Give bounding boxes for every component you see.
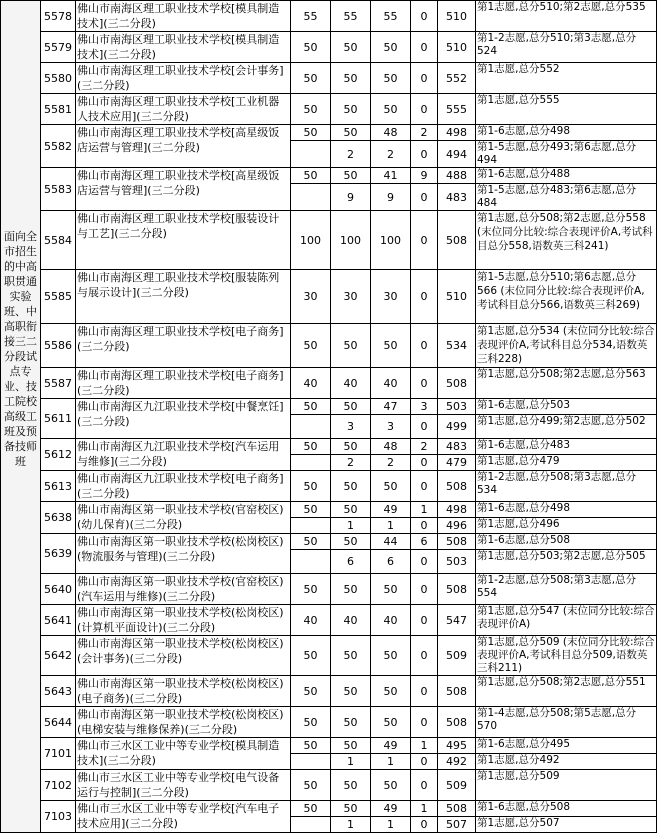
cell-score: 507 [438, 817, 476, 833]
cell-plan: 50 [291, 574, 331, 605]
cell-admitted: 48 [371, 125, 411, 141]
cell-remaining: 0 [411, 184, 438, 211]
cell-remaining: 0 [411, 270, 438, 324]
cell-score: 498 [438, 502, 476, 518]
cell-admission-note: 第1志愿,总分555 [476, 94, 657, 125]
school-program-name: 佛山市南海区理工职业技术学校[工业机器人技术应用](三二分段) [76, 94, 291, 125]
cell-remaining: 0 [411, 141, 438, 168]
table-row [1, 399, 657, 415]
school-code: 5643 [41, 676, 76, 707]
cell-remaining: 0 [411, 368, 438, 399]
school-program-name: 佛山市三水区工业中等专业学校[模具制造技术](三二分段) [76, 738, 291, 770]
cell-plan: 55 [291, 1, 331, 32]
cell-admission-note: 第1志愿,总分509 [476, 770, 657, 801]
cell-plan: 50 [291, 534, 331, 550]
cell-admission-note: 第1志愿,总分507 [476, 817, 657, 833]
school-code: 5611 [41, 399, 76, 439]
cell-quota: 50 [331, 707, 371, 738]
cell-admitted: 50 [371, 63, 411, 94]
cell-remaining: 0 [411, 415, 438, 439]
cell-plan: 50 [291, 324, 331, 368]
cell-plan: 40 [291, 368, 331, 399]
cell-admission-note: 第1-6志愿,总分498 [476, 125, 657, 141]
cell-plan: 50 [291, 125, 331, 141]
cell-quota: 55 [331, 1, 371, 32]
school-program-name: 佛山市南海区第一职业技术学校(官窑校区)(幼儿保育)(三二分段) [76, 502, 291, 534]
cell-plan: 30 [291, 270, 331, 324]
cell-score: 503 [438, 550, 476, 574]
cell-admission-note: 第1志愿,总分479 [476, 455, 657, 471]
cell-admitted: 50 [371, 471, 411, 502]
school-code: 5580 [41, 63, 76, 94]
cell-admitted: 50 [371, 636, 411, 676]
cell-quota: 50 [331, 399, 371, 415]
cell-admitted: 50 [371, 770, 411, 801]
cell-admission-note: 第1-6志愿,总分483 [476, 439, 657, 455]
cell-remaining: 0 [411, 1, 438, 32]
cell-quota: 2 [331, 141, 371, 168]
table-row [1, 471, 657, 502]
cell-score: 508 [438, 707, 476, 738]
cell-score: 509 [438, 770, 476, 801]
cell-admitted: 30 [371, 270, 411, 324]
cell-plan: 50 [291, 471, 331, 502]
school-program-name: 佛山市南海区第一职业技术学校(官窑校区)(汽车运用与维修)(三二分段) [76, 574, 291, 605]
school-code: 7102 [41, 770, 76, 801]
school-code: 5639 [41, 534, 76, 574]
school-program-name: 佛山市南海区理工职业技术学校[电子商务](三二分段) [76, 324, 291, 368]
school-program-name: 佛山市南海区第一职业技术学校(松岗校区)(物流服务与管理)(三二分段) [76, 534, 291, 574]
cell-admitted: 50 [371, 707, 411, 738]
cell-remaining: 2 [411, 125, 438, 141]
cell-plan [291, 455, 331, 471]
school-program-name: 佛山市三水区工业中等专业学校[汽车电子技术应用](三二分段) [76, 801, 291, 833]
cell-plan: 50 [291, 63, 331, 94]
cell-quota: 50 [331, 534, 371, 550]
cell-admission-note: 第1-2志愿,总分508;第3志愿,总分534 [476, 471, 657, 502]
cell-plan [291, 518, 331, 534]
table-row [1, 168, 657, 184]
cell-admitted: 50 [371, 574, 411, 605]
cell-plan: 50 [291, 94, 331, 125]
cell-admitted: 9 [371, 184, 411, 211]
cell-remaining: 2 [411, 439, 438, 455]
cell-score: 510 [438, 32, 476, 63]
cell-remaining: 0 [411, 817, 438, 833]
table-row [1, 324, 657, 368]
table-row [1, 605, 657, 636]
cell-admission-note: 第1志愿,总分552 [476, 63, 657, 94]
cell-admitted: 3 [371, 415, 411, 439]
cell-quota: 40 [331, 605, 371, 636]
cell-remaining: 1 [411, 738, 438, 754]
cell-plan: 50 [291, 738, 331, 754]
cell-admitted: 1 [371, 518, 411, 534]
cell-plan: 50 [291, 707, 331, 738]
cell-admission-note: 第1志愿,总分547 (末位同分比较:综合表现评价A) [476, 605, 657, 636]
cell-remaining: 0 [411, 211, 438, 270]
cell-score: 508 [438, 676, 476, 707]
cell-plan: 50 [291, 32, 331, 63]
cell-score: 555 [438, 94, 476, 125]
school-code: 5641 [41, 605, 76, 636]
table-row [1, 270, 657, 324]
table-row [1, 636, 657, 676]
cell-admission-note: 第1志愿,总分508;第2志愿,总分551 [476, 676, 657, 707]
table-row [1, 707, 657, 738]
cell-quota: 2 [331, 455, 371, 471]
table-row [1, 676, 657, 707]
cell-remaining: 1 [411, 801, 438, 817]
cell-plan [291, 141, 331, 168]
school-program-name: 佛山市南海区第一职业技术学校(松岗校区)(会计事务)(三二分段) [76, 636, 291, 676]
cell-admitted: 50 [371, 32, 411, 63]
cell-admission-note: 第1-5志愿,总分483;第6志愿,总分484 [476, 184, 657, 211]
cell-remaining: 0 [411, 676, 438, 707]
cell-admission-note: 第1-6志愿,总分508 [476, 801, 657, 817]
school-program-name: 佛山市南海区理工职业技术学校[高星级饭店运营与管理](三二分段) [76, 125, 291, 168]
cell-score: 534 [438, 324, 476, 368]
table-body [1, 1, 657, 833]
cell-admitted: 40 [371, 368, 411, 399]
cell-remaining: 0 [411, 605, 438, 636]
cell-remaining: 0 [411, 63, 438, 94]
school-program-name: 佛山市南海区第一职业技术学校(松岗校区)(计算机平面设计)(三二分段) [76, 605, 291, 636]
cell-quota: 9 [331, 184, 371, 211]
school-program-name: 佛山市南海区第一职业技术学校(松岗校区)(电子商务)(三二分段) [76, 676, 291, 707]
school-program-name: 佛山市南海区理工职业技术学校[服装陈列与展示设计](三二分段) [76, 270, 291, 324]
cell-score: 552 [438, 63, 476, 94]
cell-admission-note: 第1-4志愿,总分508;第5志愿,总分570 [476, 707, 657, 738]
school-program-name: 佛山市南海区第一职业技术学校(松岗校区)(电梯安装与维修保养)(三二分段) [76, 707, 291, 738]
cell-score: 494 [438, 141, 476, 168]
cell-score: 508 [438, 368, 476, 399]
cell-score: 510 [438, 1, 476, 32]
school-program-name: 佛山市南海区理工职业技术学校[服装设计与工艺](三二分段) [76, 211, 291, 270]
cell-plan: 50 [291, 502, 331, 518]
cell-quota: 30 [331, 270, 371, 324]
cell-score: 495 [438, 738, 476, 754]
cell-admission-note: 第1-6志愿,总分488 [476, 168, 657, 184]
cell-admission-note: 第1志愿,总分492 [476, 754, 657, 770]
cell-admission-note: 第1志愿,总分496 [476, 518, 657, 534]
cell-plan: 100 [291, 211, 331, 270]
school-program-name: 佛山市南海区理工职业技术学校[电子商务](三二分段) [76, 368, 291, 399]
cell-admitted: 6 [371, 550, 411, 574]
cell-quota: 1 [331, 754, 371, 770]
table-row [1, 211, 657, 270]
cell-score: 508 [438, 534, 476, 550]
table-row [1, 94, 657, 125]
cell-quota: 50 [331, 32, 371, 63]
school-code: 5585 [41, 270, 76, 324]
cell-admission-note: 第1志愿,总分503;第2志愿,总分505 [476, 550, 657, 574]
school-program-name: 佛山市南海区九江职业技术学校[电子商务](三二分段) [76, 471, 291, 502]
cell-admitted: 47 [371, 399, 411, 415]
cell-score: 508 [438, 471, 476, 502]
school-code: 5587 [41, 368, 76, 399]
cell-admitted: 50 [371, 94, 411, 125]
cell-admission-note: 第1志愿,总分508;第2志愿,总分563 [476, 368, 657, 399]
cell-quota: 50 [331, 125, 371, 141]
cell-score: 503 [438, 399, 476, 415]
cell-admission-note: 第1-6志愿,总分503 [476, 399, 657, 415]
cell-admission-note: 第1-6志愿,总分508 [476, 534, 657, 550]
cell-admission-note: 第1-5志愿,总分510;第6志愿,总分566 (末位同分比较:综合表现评价A,考试科目总分566,语数英三科269) [476, 270, 657, 324]
school-program-name: 佛山市南海区九江职业技术学校[汽车运用与维修](三二分段) [76, 439, 291, 471]
school-code: 5586 [41, 324, 76, 368]
cell-admission-note: 第1志愿,总分510;第2志愿,总分535 [476, 1, 657, 32]
table-row [1, 738, 657, 754]
cell-quota: 50 [331, 738, 371, 754]
table-row [1, 801, 657, 817]
school-program-name: 佛山市南海区理工职业技术学校[模具制造技术](三二分段) [76, 1, 291, 32]
table-row [1, 1, 657, 32]
school-code: 5584 [41, 211, 76, 270]
cell-admitted: 49 [371, 502, 411, 518]
cell-remaining: 1 [411, 502, 438, 518]
cell-admission-note: 第1-2志愿,总分508;第3志愿,总分554 [476, 574, 657, 605]
cell-plan: 50 [291, 399, 331, 415]
cell-quota: 50 [331, 168, 371, 184]
cell-plan: 50 [291, 801, 331, 817]
school-code: 7101 [41, 738, 76, 770]
cell-admitted: 2 [371, 141, 411, 168]
cell-score: 498 [438, 125, 476, 141]
cell-quota: 50 [331, 94, 371, 125]
category-label: 面向全市招生的中高职贯通实验班、中高职衔接三二分段试点专业、技工院校高级工班及预备技师班 [1, 1, 41, 833]
cell-admission-note: 第1志愿,总分508;第2志愿,总分558 (末位同分比较:综合表现评价A,考试科目总分558,语数英三科241) [476, 211, 657, 270]
cell-score: 479 [438, 455, 476, 471]
table-row [1, 574, 657, 605]
cell-remaining: 0 [411, 550, 438, 574]
cell-score: 483 [438, 439, 476, 455]
cell-remaining: 0 [411, 324, 438, 368]
cell-score: 488 [438, 168, 476, 184]
cell-score: 508 [438, 574, 476, 605]
cell-admission-note: 第1志愿,总分509 (末位同分比较:综合表现评价A,考试科目总分509,语数英三科211) [477, 636, 655, 674]
table-row [1, 502, 657, 518]
school-code: 5612 [41, 439, 76, 471]
cell-remaining: 0 [411, 770, 438, 801]
cell-admission-note: 第1-2志愿,总分510;第3志愿,总分524 [476, 32, 657, 63]
cell-quota: 100 [331, 211, 371, 270]
cell-remaining: 0 [411, 574, 438, 605]
school-code: 7103 [41, 801, 76, 833]
cell-admitted: 55 [371, 1, 411, 32]
cell-quota: 50 [331, 471, 371, 502]
cell-remaining: 0 [411, 32, 438, 63]
cell-plan [291, 184, 331, 211]
cell-admitted: 49 [371, 738, 411, 754]
table-row [1, 534, 657, 550]
table-row [1, 770, 657, 801]
cell-quota: 3 [331, 415, 371, 439]
cell-admitted: 44 [371, 534, 411, 550]
cell-admitted: 100 [371, 211, 411, 270]
cell-score: 492 [438, 754, 476, 770]
cell-score: 510 [438, 270, 476, 324]
cell-admission-note: 第1-5志愿,总分493;第6志愿,总分494 [476, 141, 657, 168]
cell-admission-note: 第1-6志愿,总分495 [476, 738, 657, 754]
school-code: 5583 [41, 168, 76, 211]
cell-plan: 50 [291, 168, 331, 184]
school-code: 5578 [41, 1, 76, 32]
school-program-name: 佛山市三水区工业中等专业学校[电气设备运行与控制](三二分段) [76, 770, 291, 801]
school-code: 5642 [41, 636, 76, 676]
cell-plan: 50 [291, 676, 331, 707]
cell-quota: 1 [331, 518, 371, 534]
cell-admitted: 49 [371, 801, 411, 817]
cell-admitted: 40 [371, 605, 411, 636]
school-code: 5613 [41, 471, 76, 502]
cell-admitted: 50 [371, 324, 411, 368]
cell-remaining: 0 [411, 707, 438, 738]
cell-plan: 50 [291, 439, 331, 455]
school-program-name: 佛山市南海区理工职业技术学校[模具制造技术](三二分段) [76, 32, 291, 63]
cell-remaining: 6 [411, 534, 438, 550]
cell-remaining: 0 [411, 94, 438, 125]
cell-remaining: 0 [411, 471, 438, 502]
cell-plan: 50 [291, 636, 331, 676]
table-row [1, 125, 657, 141]
cell-admitted: 1 [371, 754, 411, 770]
cell-quota: 50 [331, 439, 371, 455]
cell-remaining: 0 [411, 636, 438, 676]
school-code: 5644 [41, 707, 76, 738]
cell-remaining: 0 [411, 754, 438, 770]
cell-admission-note: 第1志愿,总分534 (末位同分比较:综合表现评价A,考试科目总分534,语数英三科228) [476, 324, 657, 368]
cell-admission-note: 第1-6志愿,总分498 [476, 502, 657, 518]
cell-admitted: 41 [371, 168, 411, 184]
cell-admission-note: 第1志愿,总分499;第2志愿,总分502 [476, 415, 657, 439]
school-code: 5638 [41, 502, 76, 534]
table-row [1, 368, 657, 399]
cell-remaining: 9 [411, 168, 438, 184]
cell-plan: 50 [291, 770, 331, 801]
school-code: 5640 [41, 574, 76, 605]
cell-admitted: 50 [371, 676, 411, 707]
cell-score: 509 [438, 636, 476, 676]
cell-quota: 1 [331, 817, 371, 833]
cell-quota: 40 [331, 368, 371, 399]
cell-plan [291, 415, 331, 439]
cell-score: 508 [438, 211, 476, 270]
cell-plan: 40 [291, 605, 331, 636]
school-program-name: 佛山市南海区理工职业技术学校[会计事务](三二分段) [76, 63, 291, 94]
cell-score: 547 [438, 605, 476, 636]
cell-admitted: 1 [371, 817, 411, 833]
cell-remaining: 0 [411, 518, 438, 534]
cell-plan [291, 550, 331, 574]
cell-score: 508 [438, 801, 476, 817]
cell-admitted: 2 [371, 455, 411, 471]
cell-quota: 50 [331, 676, 371, 707]
cell-quota: 50 [331, 636, 371, 676]
cell-quota: 50 [331, 324, 371, 368]
table-row [1, 63, 657, 94]
school-program-name: 佛山市南海区理工职业技术学校[高星级饭店运营与管理](三二分段) [76, 168, 291, 211]
school-code: 5582 [41, 125, 76, 168]
cell-quota: 50 [331, 801, 371, 817]
cell-score: 496 [438, 518, 476, 534]
table-row [1, 32, 657, 63]
table-row [1, 439, 657, 455]
cell-plan [291, 817, 331, 833]
cell-quota: 6 [331, 550, 371, 574]
cell-plan [291, 754, 331, 770]
cell-remaining: 3 [411, 399, 438, 415]
cell-quota: 50 [331, 574, 371, 605]
cell-quota: 50 [331, 63, 371, 94]
school-code: 5579 [41, 32, 76, 63]
cell-remaining: 0 [411, 455, 438, 471]
cell-score: 483 [438, 184, 476, 211]
cell-quota: 50 [331, 770, 371, 801]
cell-score: 499 [438, 415, 476, 439]
cell-quota: 50 [331, 502, 371, 518]
cell-admitted: 48 [371, 439, 411, 455]
school-code: 5581 [41, 94, 76, 125]
school-program-name: 佛山市南海区九江职业技术学校[中餐烹饪](三二分段) [76, 399, 291, 439]
